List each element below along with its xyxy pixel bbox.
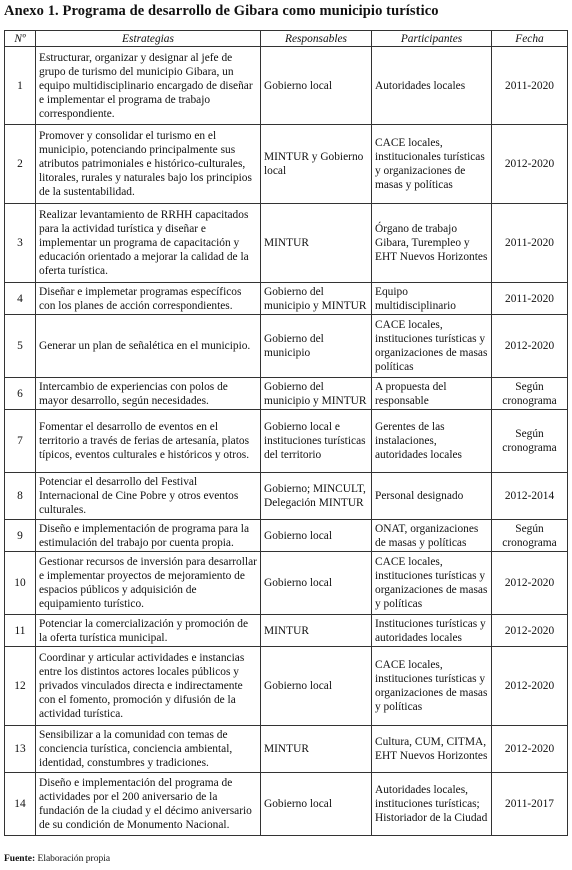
source-text: Elaboración propia bbox=[37, 854, 111, 864]
table-row bbox=[5, 773, 568, 836]
row-number: 7 bbox=[5, 410, 36, 473]
fecha-cell: 2011-2020 bbox=[492, 47, 568, 125]
table-row bbox=[5, 647, 568, 726]
row-number: 9 bbox=[5, 520, 36, 552]
participantes-cell: ONAT, organizaciones de masas y políticas bbox=[372, 520, 492, 552]
row-number: 2 bbox=[5, 125, 36, 204]
estrategia-cell: Coordinar y articular actividades e instancias entre los distintos actores locales públicos y privados vinculados directa e indirectamente con el fomento, promoción y difusión de la actividad turística. bbox=[36, 647, 261, 726]
fecha-cell: Según cronograma bbox=[492, 520, 568, 552]
header-responsables: Responsables bbox=[261, 31, 372, 47]
table-row bbox=[5, 726, 568, 773]
participantes-cell: CACE locales, institucionales turísticas y organizaciones de masas y políticas bbox=[372, 125, 492, 204]
fecha-cell: 2012-2020 bbox=[492, 552, 568, 615]
responsables-cell: Gobierno local e instituciones turísticas del territorio bbox=[261, 410, 372, 473]
participantes-cell: CACE locales, instituciones turísticas y organizaciones de masas y políticas bbox=[372, 647, 492, 726]
responsables-cell: Gobierno; MINCULT, Delegación MINTUR bbox=[261, 473, 372, 520]
header-fecha: Fecha bbox=[492, 31, 568, 47]
participantes-cell: Órgano de trabajo Gibara, Turempleo y EHT Nuevos Horizontes bbox=[372, 204, 492, 283]
row-number: 14 bbox=[5, 773, 36, 836]
estrategia-cell: Promover y consolidar el turismo en el municipio, potenciando principalmente sus atributos patrimoniales e histórico-culturales, litorales, rurales y naturales bajo los principios de la sustentabilidad. bbox=[36, 125, 261, 204]
table-row bbox=[5, 315, 568, 378]
fecha-cell: 2011-2017 bbox=[492, 773, 568, 836]
row-number: 1 bbox=[5, 47, 36, 125]
estrategia-cell: Diseño e implementación de programa para la estimulación del trabajo por cuenta propia. bbox=[36, 520, 261, 552]
fecha-cell: 2012-2020 bbox=[492, 615, 568, 647]
fecha-cell: 2012-2020 bbox=[492, 125, 568, 204]
fecha-cell: 2012-2020 bbox=[492, 315, 568, 378]
responsables-cell: MINTUR bbox=[261, 615, 372, 647]
responsables-cell: MINTUR y Gobierno local bbox=[261, 125, 372, 204]
estrategia-cell: Diseño e implementación del programa de actividades por el 200 aniversario de la fundación de la ciudad y el décimo aniversario de su condición de Monumento Nacional. bbox=[36, 773, 261, 836]
table-row bbox=[5, 204, 568, 283]
row-number: 10 bbox=[5, 552, 36, 615]
participantes-cell: Gerentes de las instalaciones, autoridades locales bbox=[372, 410, 492, 473]
responsables-cell: Gobierno local bbox=[261, 520, 372, 552]
table-row bbox=[5, 552, 568, 615]
row-number: 8 bbox=[5, 473, 36, 520]
estrategia-cell: Sensibilizar a la comunidad con temas de conciencia turística, conciencia ambiental, identidad, constumbres y tradiciones. bbox=[36, 726, 261, 773]
fecha-cell: 2012-2020 bbox=[492, 647, 568, 726]
source-label: Fuente: bbox=[4, 854, 36, 864]
estrategia-cell: Intercambio de experiencias con polos de mayor desarrollo, según necesidades. bbox=[36, 378, 261, 410]
responsables-cell: Gobierno del municipio y MINTUR bbox=[261, 378, 372, 410]
table-row bbox=[5, 47, 568, 125]
estrategia-cell: Gestionar recursos de inversión para desarrollar e implementar proyectos de mejoramiento de espacios públicos y adquisición de equipamiento turístico. bbox=[36, 552, 261, 615]
participantes-cell: Instituciones turísticas y autoridades locales bbox=[372, 615, 492, 647]
responsables-cell: Gobierno local bbox=[261, 47, 372, 125]
header-participantes: Participantes bbox=[372, 31, 492, 47]
table-row bbox=[5, 410, 568, 473]
row-number: 6 bbox=[5, 378, 36, 410]
table-row bbox=[5, 125, 568, 204]
row-number: 4 bbox=[5, 283, 36, 315]
fecha-cell: 2012-2020 bbox=[492, 726, 568, 773]
table-header-row bbox=[5, 31, 568, 47]
table-row bbox=[5, 615, 568, 647]
strategy-table bbox=[4, 30, 568, 836]
participantes-cell: CACE locales, instituciones turísticas y organizaciones de masas y políticas bbox=[372, 552, 492, 615]
responsables-cell: Gobierno local bbox=[261, 647, 372, 726]
responsables-cell: Gobierno del municipio y MINTUR bbox=[261, 283, 372, 315]
estrategia-cell: Realizar levantamiento de RRHH capacitados para la actividad turística y diseñar e implementar un programa de capacitación y educación orientado a mejorar la calidad de la oferta turística. bbox=[36, 204, 261, 283]
row-number: 13 bbox=[5, 726, 36, 773]
row-number: 5 bbox=[5, 315, 36, 378]
participantes-cell: Cultura, CUM, CITMA, EHT Nuevos Horizontes bbox=[372, 726, 492, 773]
fecha-cell: Según cronograma bbox=[492, 410, 568, 473]
responsables-cell: Gobierno del municipio bbox=[261, 315, 372, 378]
table-row bbox=[5, 378, 568, 410]
fecha-cell: 2011-2020 bbox=[492, 204, 568, 283]
fecha-cell: Según cronograma bbox=[492, 378, 568, 410]
participantes-cell: Equipo multidisciplinario bbox=[372, 283, 492, 315]
participantes-cell: A propuesta del responsable bbox=[372, 378, 492, 410]
row-number: 3 bbox=[5, 204, 36, 283]
fecha-cell: 2011-2020 bbox=[492, 283, 568, 315]
estrategia-cell: Fomentar el desarrollo de eventos en el territorio a través de ferias de artesanía, platos típicos, eventos culturales e históricos y otros. bbox=[36, 410, 261, 473]
row-number: 12 bbox=[5, 647, 36, 726]
row-number: 11 bbox=[5, 615, 36, 647]
responsables-cell: MINTUR bbox=[261, 726, 372, 773]
estrategia-cell: Diseñar e implemetar programas específicos con los planes de acción correspondientes. bbox=[36, 283, 261, 315]
table-row bbox=[5, 283, 568, 315]
source-note bbox=[4, 854, 110, 864]
participantes-cell: Personal designado bbox=[372, 473, 492, 520]
header-estrategias: Estrategias bbox=[36, 31, 261, 47]
responsables-cell: Gobierno local bbox=[261, 773, 372, 836]
table-row bbox=[5, 473, 568, 520]
document-title: Anexo 1. Programa de desarrollo de Gibara como municipio turístico bbox=[4, 3, 439, 19]
estrategia-cell: Estructurar, organizar y designar al jefe de grupo de turismo del municipio Gibara, un equipo multidisciplinario encargado de diseñar e implementar el programa de trabajo correspondiente. bbox=[36, 47, 261, 125]
responsables-cell: Gobierno local bbox=[261, 552, 372, 615]
estrategia-cell: Generar un plan de señalética en el municipio. bbox=[36, 315, 261, 378]
responsables-cell: MINTUR bbox=[261, 204, 372, 283]
participantes-cell: CACE locales, instituciones turísticas y organizaciones de masas políticas bbox=[372, 315, 492, 378]
participantes-cell: Autoridades locales, instituciones turísticas; Historiador de la Ciudad bbox=[372, 773, 492, 836]
participantes-cell: Autoridades locales bbox=[372, 47, 492, 125]
estrategia-cell: Potenciar el desarrollo del Festival Internacional de Cine Pobre y otros eventos culturales. bbox=[36, 473, 261, 520]
header-num: Nº bbox=[5, 31, 36, 47]
fecha-cell: 2012-2014 bbox=[492, 473, 568, 520]
table-row bbox=[5, 520, 568, 552]
estrategia-cell: Potenciar la comercialización y promoción de la oferta turística municipal. bbox=[36, 615, 261, 647]
